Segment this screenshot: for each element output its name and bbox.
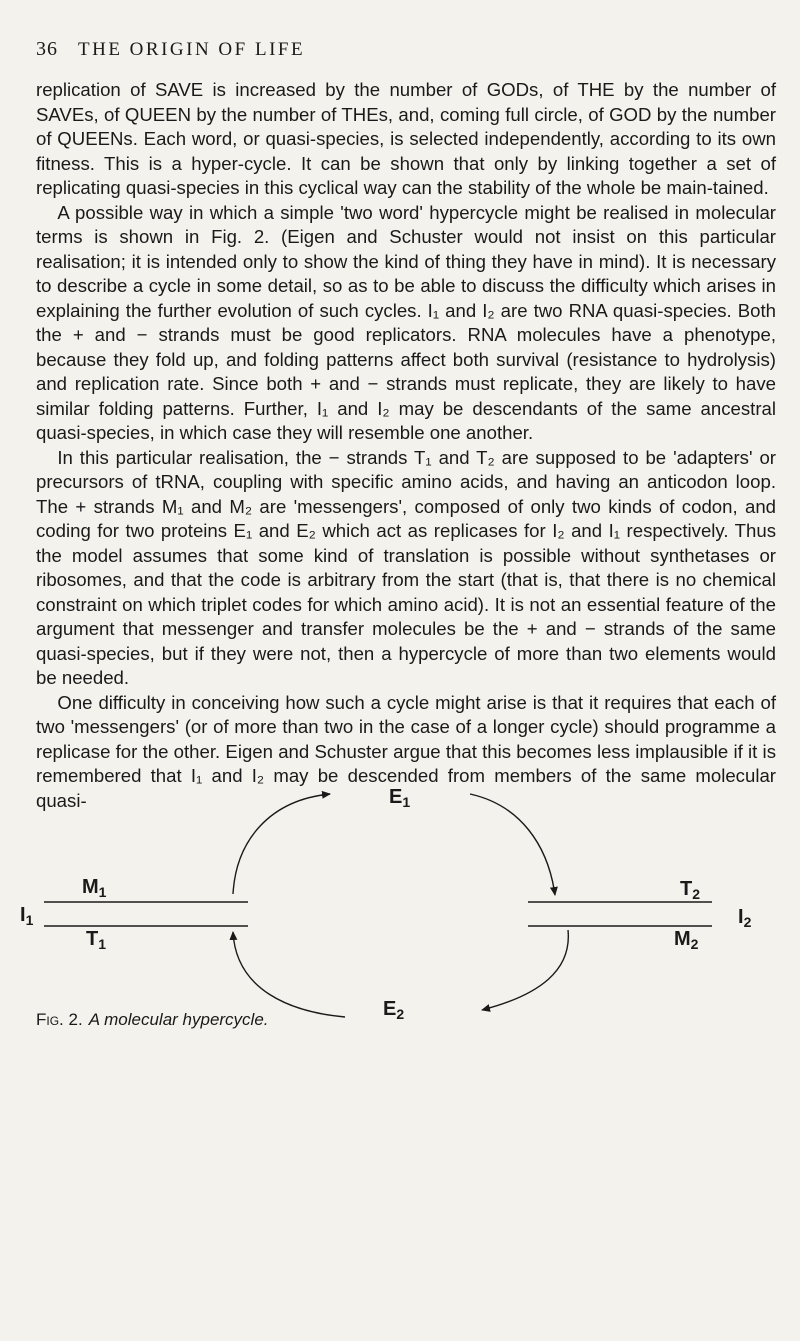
paragraph: One difficulty in conceiving how such a cycle might arise is that it requires that each of two 'messengers' (or of more than two in the case of a longer cycle) should programme a replicase for the other. Eigen and Schuster argue that this becomes less implausible if it is remembered that I₁ and I₂ may be descended from members of the same molecular quasi-	[36, 691, 776, 811]
paragraph: A possible way in which a simple 'two word' hypercycle might be realised in molecular terms is shown in Fig. 2. (Eigen and Schuster would not insist on this particular realisation; it is intended only to show the kind of thing they have in mind). It is necessary to describe a cycle in some detail, so as to be able to discuss the difficulty which arises in explaining the further evolution of such cycles. I₁ and I₂ are two RNA quasi-species. Both the + and − strands must be good replicators. RNA molecules have a phenotype, because they fold up, and folding patterns affect both survival (resistance to hydrolysis) and replication rate. Since both + and − strands must replicate, they are likely to have similar folding patterns. Further, I₁ and I₂ may be descendants of the same ancestral quasi-species, in which case they will resemble one another.	[36, 201, 776, 443]
figure-caption	[36, 1010, 269, 1030]
caption-title: A molecular hypercycle.	[88, 1010, 269, 1029]
arrow-m2-to-e2	[482, 930, 568, 1010]
arrow-m1-to-e1	[233, 794, 330, 894]
running-title: THE ORIGIN OF LIFE	[78, 39, 306, 60]
label-m2: $M_2$	[674, 928, 699, 952]
running-header	[36, 38, 305, 61]
label-e1: $E_1$	[389, 786, 411, 810]
label-m1: $M_1$	[82, 876, 107, 900]
label-t1: $T_1$	[86, 928, 107, 952]
paragraph: In this particular realisation, the − strands T₁ and T₂ are supposed to be 'adapters' or precursors of tRNA, coupling with specific amino acids, and having an anticodon loop. The + strands M₁ and M₂ are 'messengers', composed of only two kinds of codon, and coding for two proteins E₁ and E₂ which act as replicases for I₂ and I₁ respectively. Thus the model assumes that some kind of translation is possible without synthetases or ribosomes, and that the code is arbitrary from the start (that is, that there is no chemical constraint on which triplet codes for which amino acid). It is not an essential feature of the argument that messenger and transfer molecules be the + and − strands of the same quasi-species, but if they were not, then a hypercycle of more than two elements would be needed.	[36, 446, 776, 688]
paragraph: replication of SAVE is increased by the number of GODs, of THE by the number of SAVEs, of QUEEN by the number of THEs, and, coming full circle, of GOD by the number of QUEENs. Each word, or quasi-species, is selected independently, according to its own fitness. This is a hyper-cycle. It can be shown that only by linking together a set of replicating quasi-species in this cyclical way can the stability of the whole be main-tained.	[36, 79, 776, 198]
caption-figure-number: Fig. 2.	[36, 1010, 83, 1029]
label-i2: $I_2$	[738, 906, 752, 930]
body-text	[36, 78, 776, 813]
arrow-e2-to-i1	[233, 932, 345, 1017]
label-t2: $T_2$	[680, 878, 701, 902]
label-i1: $I_1$	[20, 904, 34, 928]
label-e2: $E_2$	[383, 998, 405, 1022]
hypercycle-figure	[0, 780, 800, 1080]
arrow-e1-to-i2	[470, 794, 555, 895]
page-number: 36	[36, 38, 58, 60]
